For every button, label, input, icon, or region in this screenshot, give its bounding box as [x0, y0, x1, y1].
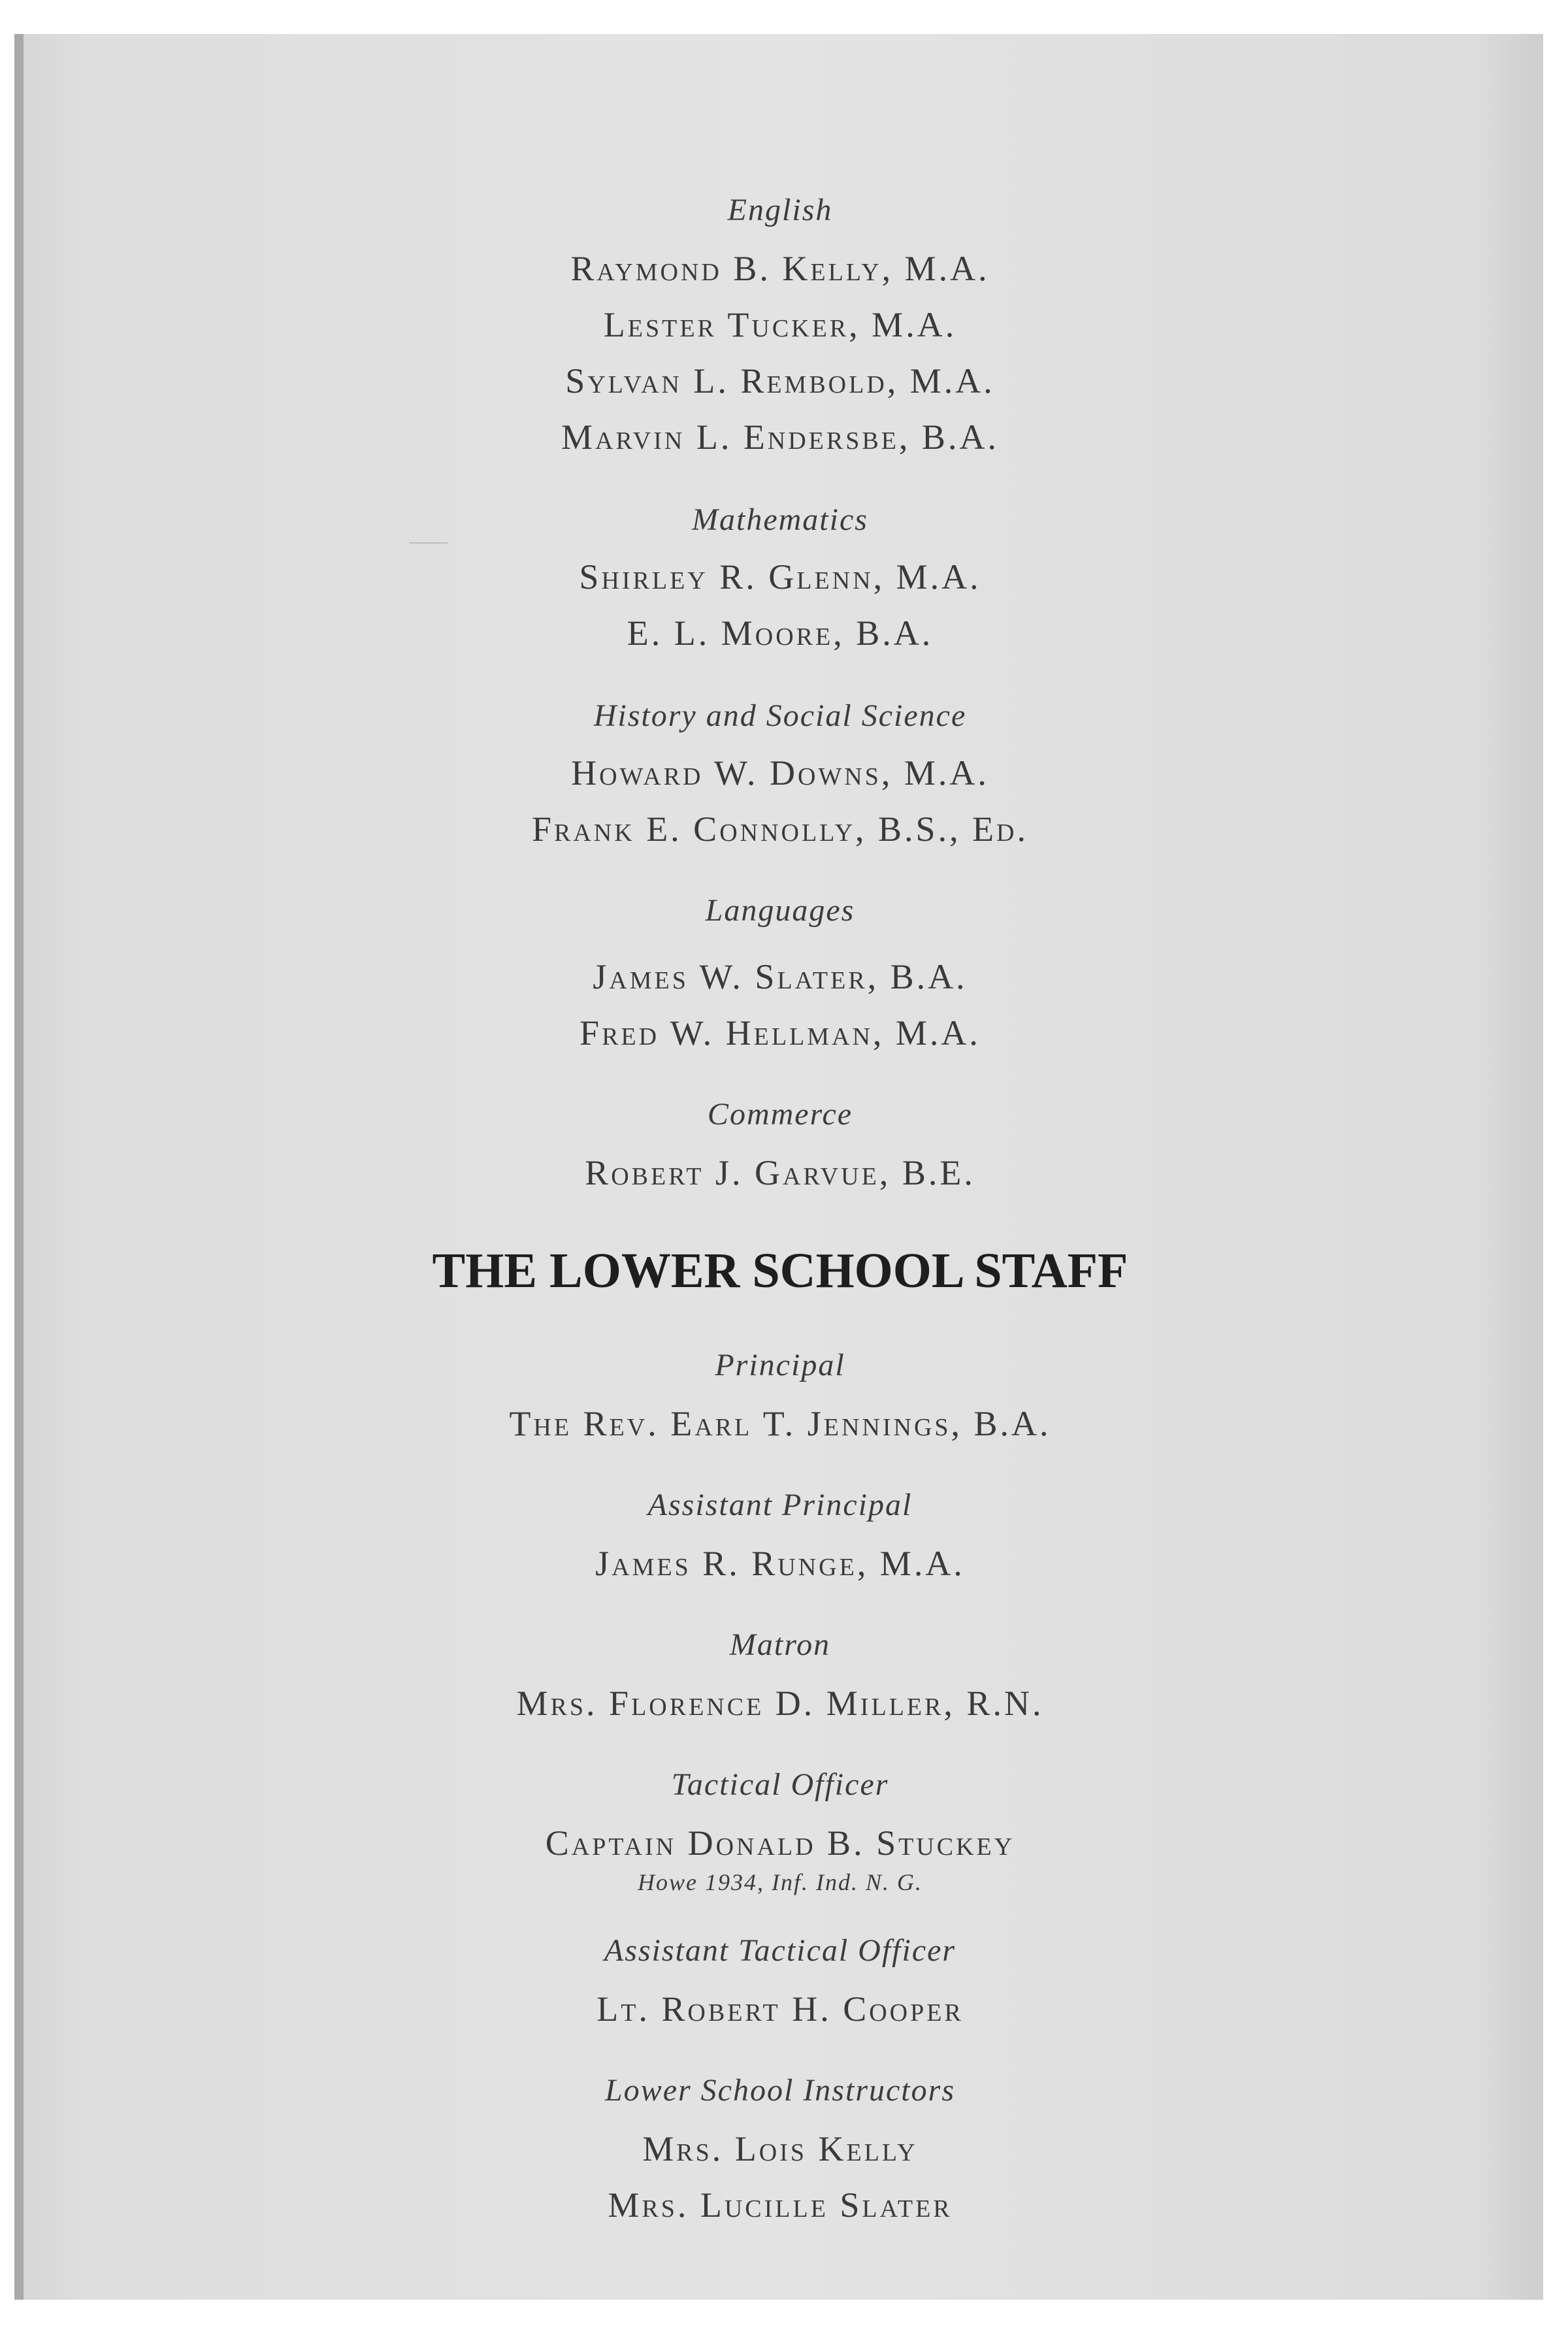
- matron-heading: Matron: [729, 1627, 831, 1662]
- assistant-principal-name: James R. Runge, M.A.: [595, 1544, 965, 1583]
- principal-heading: Principal: [715, 1348, 845, 1382]
- english-name: Raymond B. Kelly, M.A.: [570, 249, 990, 288]
- languages-name: Fred W. Hellman, M.A.: [580, 1013, 981, 1053]
- tactical-officer-name: Captain Donald B. Stuckey: [545, 1823, 1015, 1863]
- mathematics-name: Shirley R. Glenn, M.A.: [579, 557, 981, 596]
- history-name: Howard W. Downs, M.A.: [571, 753, 989, 792]
- languages-name: James W. Slater, B.A.: [593, 957, 968, 996]
- principal-name: The Rev. Earl T. Jennings, B.A.: [509, 1404, 1051, 1443]
- english-name: Marvin L. Endersbe, B.A.: [561, 417, 999, 457]
- lower-school-staff-title: THE LOWER SCHOOL STAFF: [432, 1243, 1128, 1298]
- mathematics-name: E. L. Moore, B.A.: [627, 613, 934, 653]
- tactical-officer-heading: Tactical Officer: [671, 1767, 889, 1802]
- instructors-heading: Lower School Instructors: [604, 2073, 955, 2108]
- assistant-principal-heading: Assistant Principal: [647, 1488, 913, 1522]
- matron-name: Mrs. Florence D. Miller, R.N.: [516, 1684, 1044, 1723]
- tactical-officer-note: Howe 1934, Inf. Ind. N. G.: [638, 1869, 923, 1895]
- english-heading: English: [727, 193, 833, 227]
- history-name: Frank E. Connolly, B.S., Ed.: [531, 809, 1029, 849]
- assistant-tactical-officer-heading: Assistant Tactical Officer: [604, 1933, 956, 1968]
- languages-heading: Languages: [705, 893, 855, 928]
- instructor-name: Mrs. Lois Kelly: [642, 2129, 918, 2168]
- mathematics-heading: Mathematics: [692, 502, 868, 537]
- instructor-name: Mrs. Lucille Slater: [608, 2185, 953, 2225]
- history-heading: History and Social Science: [593, 698, 967, 733]
- commerce-name: Robert J. Garvue, B.E.: [585, 1153, 975, 1192]
- commerce-heading: Commerce: [707, 1097, 853, 1132]
- assistant-tactical-officer-name: Lt. Robert H. Cooper: [596, 1989, 964, 2029]
- scan-mark: [409, 542, 448, 544]
- english-name: Lester Tucker, M.A.: [603, 305, 957, 344]
- english-name: Sylvan L. Rembold, M.A.: [565, 361, 995, 400]
- page: [14, 34, 1543, 2300]
